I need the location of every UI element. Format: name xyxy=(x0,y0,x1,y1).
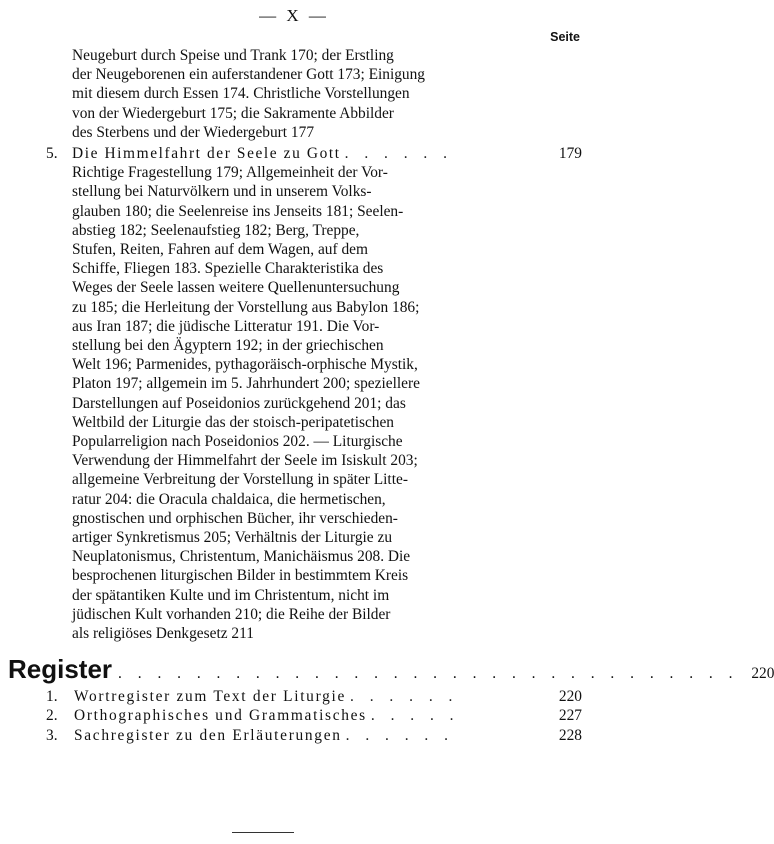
register-items xyxy=(46,687,582,745)
text-line: jüdischen Kult vorhanden 210; die Reihe der Bilder xyxy=(72,605,391,623)
register-item xyxy=(46,726,582,745)
text-line: Neuplatonismus, Christentum, Manichäismus 208. Die xyxy=(72,548,411,566)
item-page-number: 220 xyxy=(558,688,582,705)
text-line: der spätantiken Kulte und im Christentum, nicht im xyxy=(72,586,390,604)
dot-leader: . . . . . . xyxy=(350,688,459,705)
text-line: Neugeburt durch Speise und Trank 170; der Erstling xyxy=(72,47,394,64)
text-line: stellung bei Naturvölkern und in unserem Volks- xyxy=(72,183,372,201)
text-line: Darstellungen auf Poseidonios zurückgehend 201; das xyxy=(72,394,406,412)
text-line: mit diesem durch Essen 174. Christliche Vorstellungen xyxy=(72,85,410,103)
item-title: Wortregister zum Text der Liturgie xyxy=(74,688,347,705)
text-line: Weltbild der Liturgie das der stoisch-peripatetischen xyxy=(72,413,395,431)
register-heading: Register xyxy=(8,654,113,684)
text-line: allgemeine Verbreitung der Vorstellung in später Litte- xyxy=(72,471,408,489)
text-line: stellung bei den Ägyptern 192; in der griechischen xyxy=(72,337,384,355)
entry-page-number: 179 xyxy=(558,145,582,162)
entry-description xyxy=(72,163,527,643)
text-line: abstieg 182; Seelenaufstieg 182; Berg, Treppe, xyxy=(72,221,360,239)
running-head-page-number: — X — xyxy=(259,6,329,25)
item-page-number: 227 xyxy=(558,707,582,725)
text-line: artiger Synkretismus 205; Verhältnis der Liturgie zu xyxy=(72,529,393,547)
item-page-number: 228 xyxy=(558,726,582,744)
register-item xyxy=(46,687,582,706)
item-number: 3. xyxy=(46,726,58,744)
continued-entry-text xyxy=(72,46,527,142)
entry-number: 5. xyxy=(46,145,58,162)
register-page-number: 220 xyxy=(751,665,774,682)
item-number: 1. xyxy=(46,688,58,705)
text-line: als religiöses Denkgesetz 211 xyxy=(72,625,254,643)
item-number: 2. xyxy=(46,707,58,725)
register-item xyxy=(46,706,582,725)
dot-leader: . . . . . . xyxy=(344,145,453,162)
text-line: Platon 197; allgemein im 5. Jahrhundert 200; speziellere xyxy=(72,375,420,393)
text-line: ratur 204: die Oracula chaldaica, die hermetischen, xyxy=(72,490,386,508)
entry-title: Die Himmelfahrt der Seele zu Gott xyxy=(72,145,341,162)
text-line: Verwendung der Himmelfahrt der Seele im Isiskult 203; xyxy=(72,452,418,470)
text-line: Stufen, Reiten, Fahren auf dem Wagen, auf dem xyxy=(72,241,368,259)
register-heading-line xyxy=(8,654,774,685)
text-line: glauben 180; die Seelenreise ins Jenseits 181; Seelen- xyxy=(72,202,404,220)
text-line: Schiffe, Fliegen 183. Spezielle Charakteristika des xyxy=(72,260,384,278)
text-line: besprochenen liturgischen Bilder in bestimmtem Kreis xyxy=(72,567,409,585)
toc-entry-heading xyxy=(46,144,582,163)
dot-leader: . . . . . xyxy=(370,707,460,725)
dot-leader: . . . . . . . . . . . . . . . . . . . . . . . . . . . . . . . . xyxy=(118,665,739,682)
footer-rule xyxy=(232,832,294,833)
dot-leader: . . . . . . xyxy=(345,726,454,744)
item-title: Sachregister zu den Erläuterungen xyxy=(74,726,342,744)
register-section xyxy=(8,654,774,745)
item-title: Orthographisches und Grammatisches xyxy=(74,707,367,725)
text-line: der Neugeborenen ein auferstandener Gott 173; Einigung xyxy=(72,66,426,84)
toc-entry-section-5 xyxy=(46,144,582,643)
page-column-label: Seite xyxy=(550,30,580,44)
text-line: aus Iran 187; die jüdische Litteratur 191. Die Vor- xyxy=(72,317,380,335)
text-line: gnostischen und orphischen Bücher, ihr verschieden- xyxy=(72,509,398,527)
text-line: Welt 196; Parmenides, pythagoräisch-orphische Mystik, xyxy=(72,356,418,374)
text-line: zu 185; die Herleitung der Vorstellung aus Babylon 186; xyxy=(72,298,420,316)
text-line: Popularreligion nach Poseidonios 202. — Liturgische xyxy=(72,433,403,451)
text-line: Weges der Seele lassen weitere Quellenuntersuchung xyxy=(72,279,400,297)
text-line: des Sterbens und der Wiedergeburt 177 xyxy=(72,123,315,141)
text-line: Richtige Fragestellung 179; Allgemeinheit der Vor- xyxy=(72,164,388,182)
text-line: von der Wiedergeburt 175; die Sakramente Abbilder xyxy=(72,104,394,122)
